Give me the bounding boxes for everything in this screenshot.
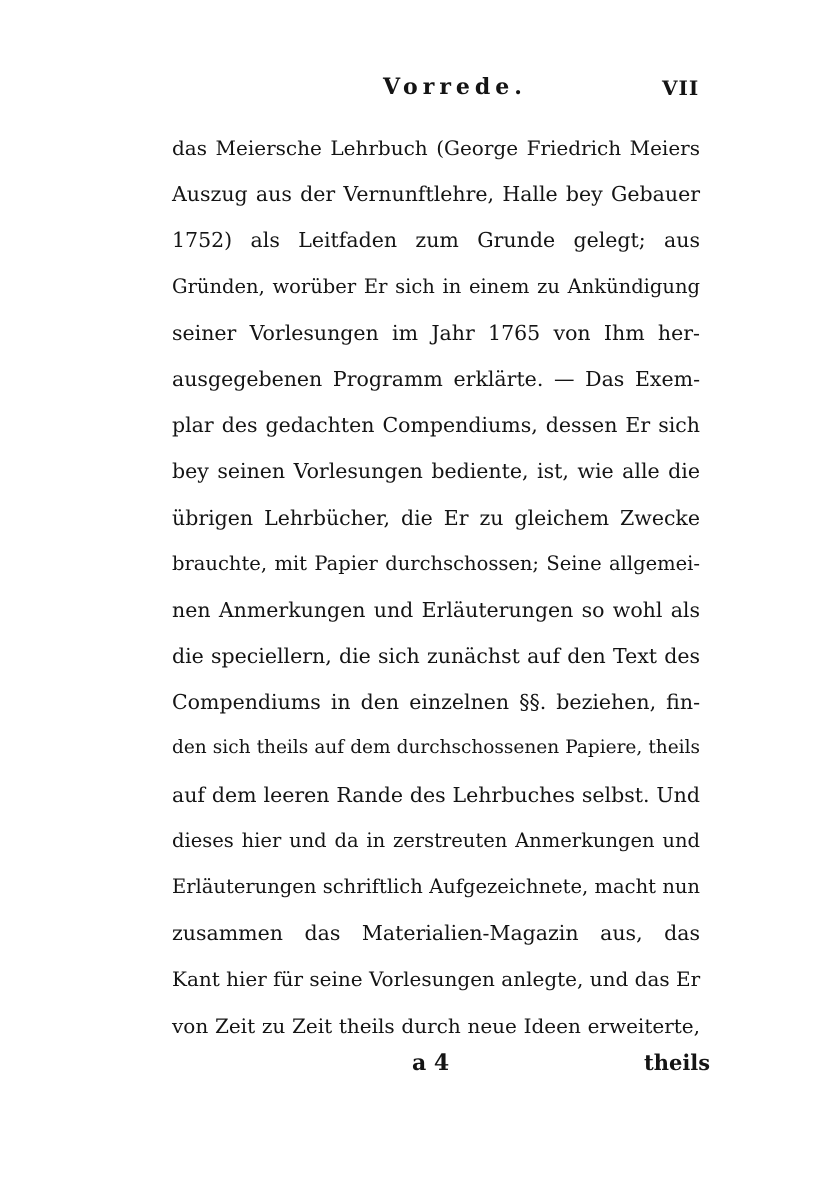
- text-line: das Meiersche Lehrbuch (George Friedrich Meiers: [172, 136, 700, 160]
- text-line: zusammen das Materialien-Magazin aus, das: [172, 921, 700, 946]
- body-text: [172, 128, 700, 1052]
- text-line: Auszug aus der Vernunftlehre, Halle bey Gebauer: [172, 182, 700, 207]
- text-line: nen Anmerkungen und Erläuterungen so wohl als: [172, 597, 700, 622]
- signature-mark: a 4: [412, 1050, 450, 1076]
- text-line: ausgegebenen Programm erklärte. — Das Exem-: [172, 366, 700, 391]
- text-line: 1752) als Leitfaden zum Grunde gelegt; aus: [172, 228, 700, 253]
- text-line: die speciellern, die sich zunächst auf den Text des: [172, 644, 700, 669]
- text-line: brauchte, mit Papier durchschossen; Seine allgemei-: [172, 551, 700, 575]
- text-line: bey seinen Vorlesungen bediente, ist, wie alle die: [172, 459, 700, 484]
- text-line: übrigen Lehrbücher, die Er zu gleichem Zwecke: [172, 505, 700, 530]
- text-line: Kant hier für seine Vorlesungen anlegte, und das Er: [172, 967, 701, 992]
- text-line: Erläuterungen schriftlich Aufgezeichnete, macht nun: [172, 875, 700, 898]
- text-line: Gründen, worüber Er sich in einem zu Ankündigung: [172, 274, 700, 298]
- text-line: auf dem leeren Rande des Lehrbuches selbst. Und: [172, 782, 700, 807]
- text-line: den sich theils auf dem durchschossenen Papiere, theils: [172, 737, 700, 759]
- text-line: Compendiums in den einzelnen §§. beziehen, fin-: [172, 690, 700, 715]
- text-line: plar des gedachten Compendiums, dessen Er sich: [172, 413, 700, 438]
- running-header-title: Vorrede.: [383, 74, 527, 100]
- catchword: theils: [644, 1050, 711, 1075]
- text-line: seiner Vorlesungen im Jahr 1765 von Ihm her-: [172, 320, 700, 345]
- page-number: VII: [662, 76, 700, 100]
- text-line: dieses hier und da in zerstreuten Anmerkungen und: [172, 828, 700, 852]
- text-line: von Zeit zu Zeit theils durch neue Ideen erweiterte,: [172, 1013, 700, 1038]
